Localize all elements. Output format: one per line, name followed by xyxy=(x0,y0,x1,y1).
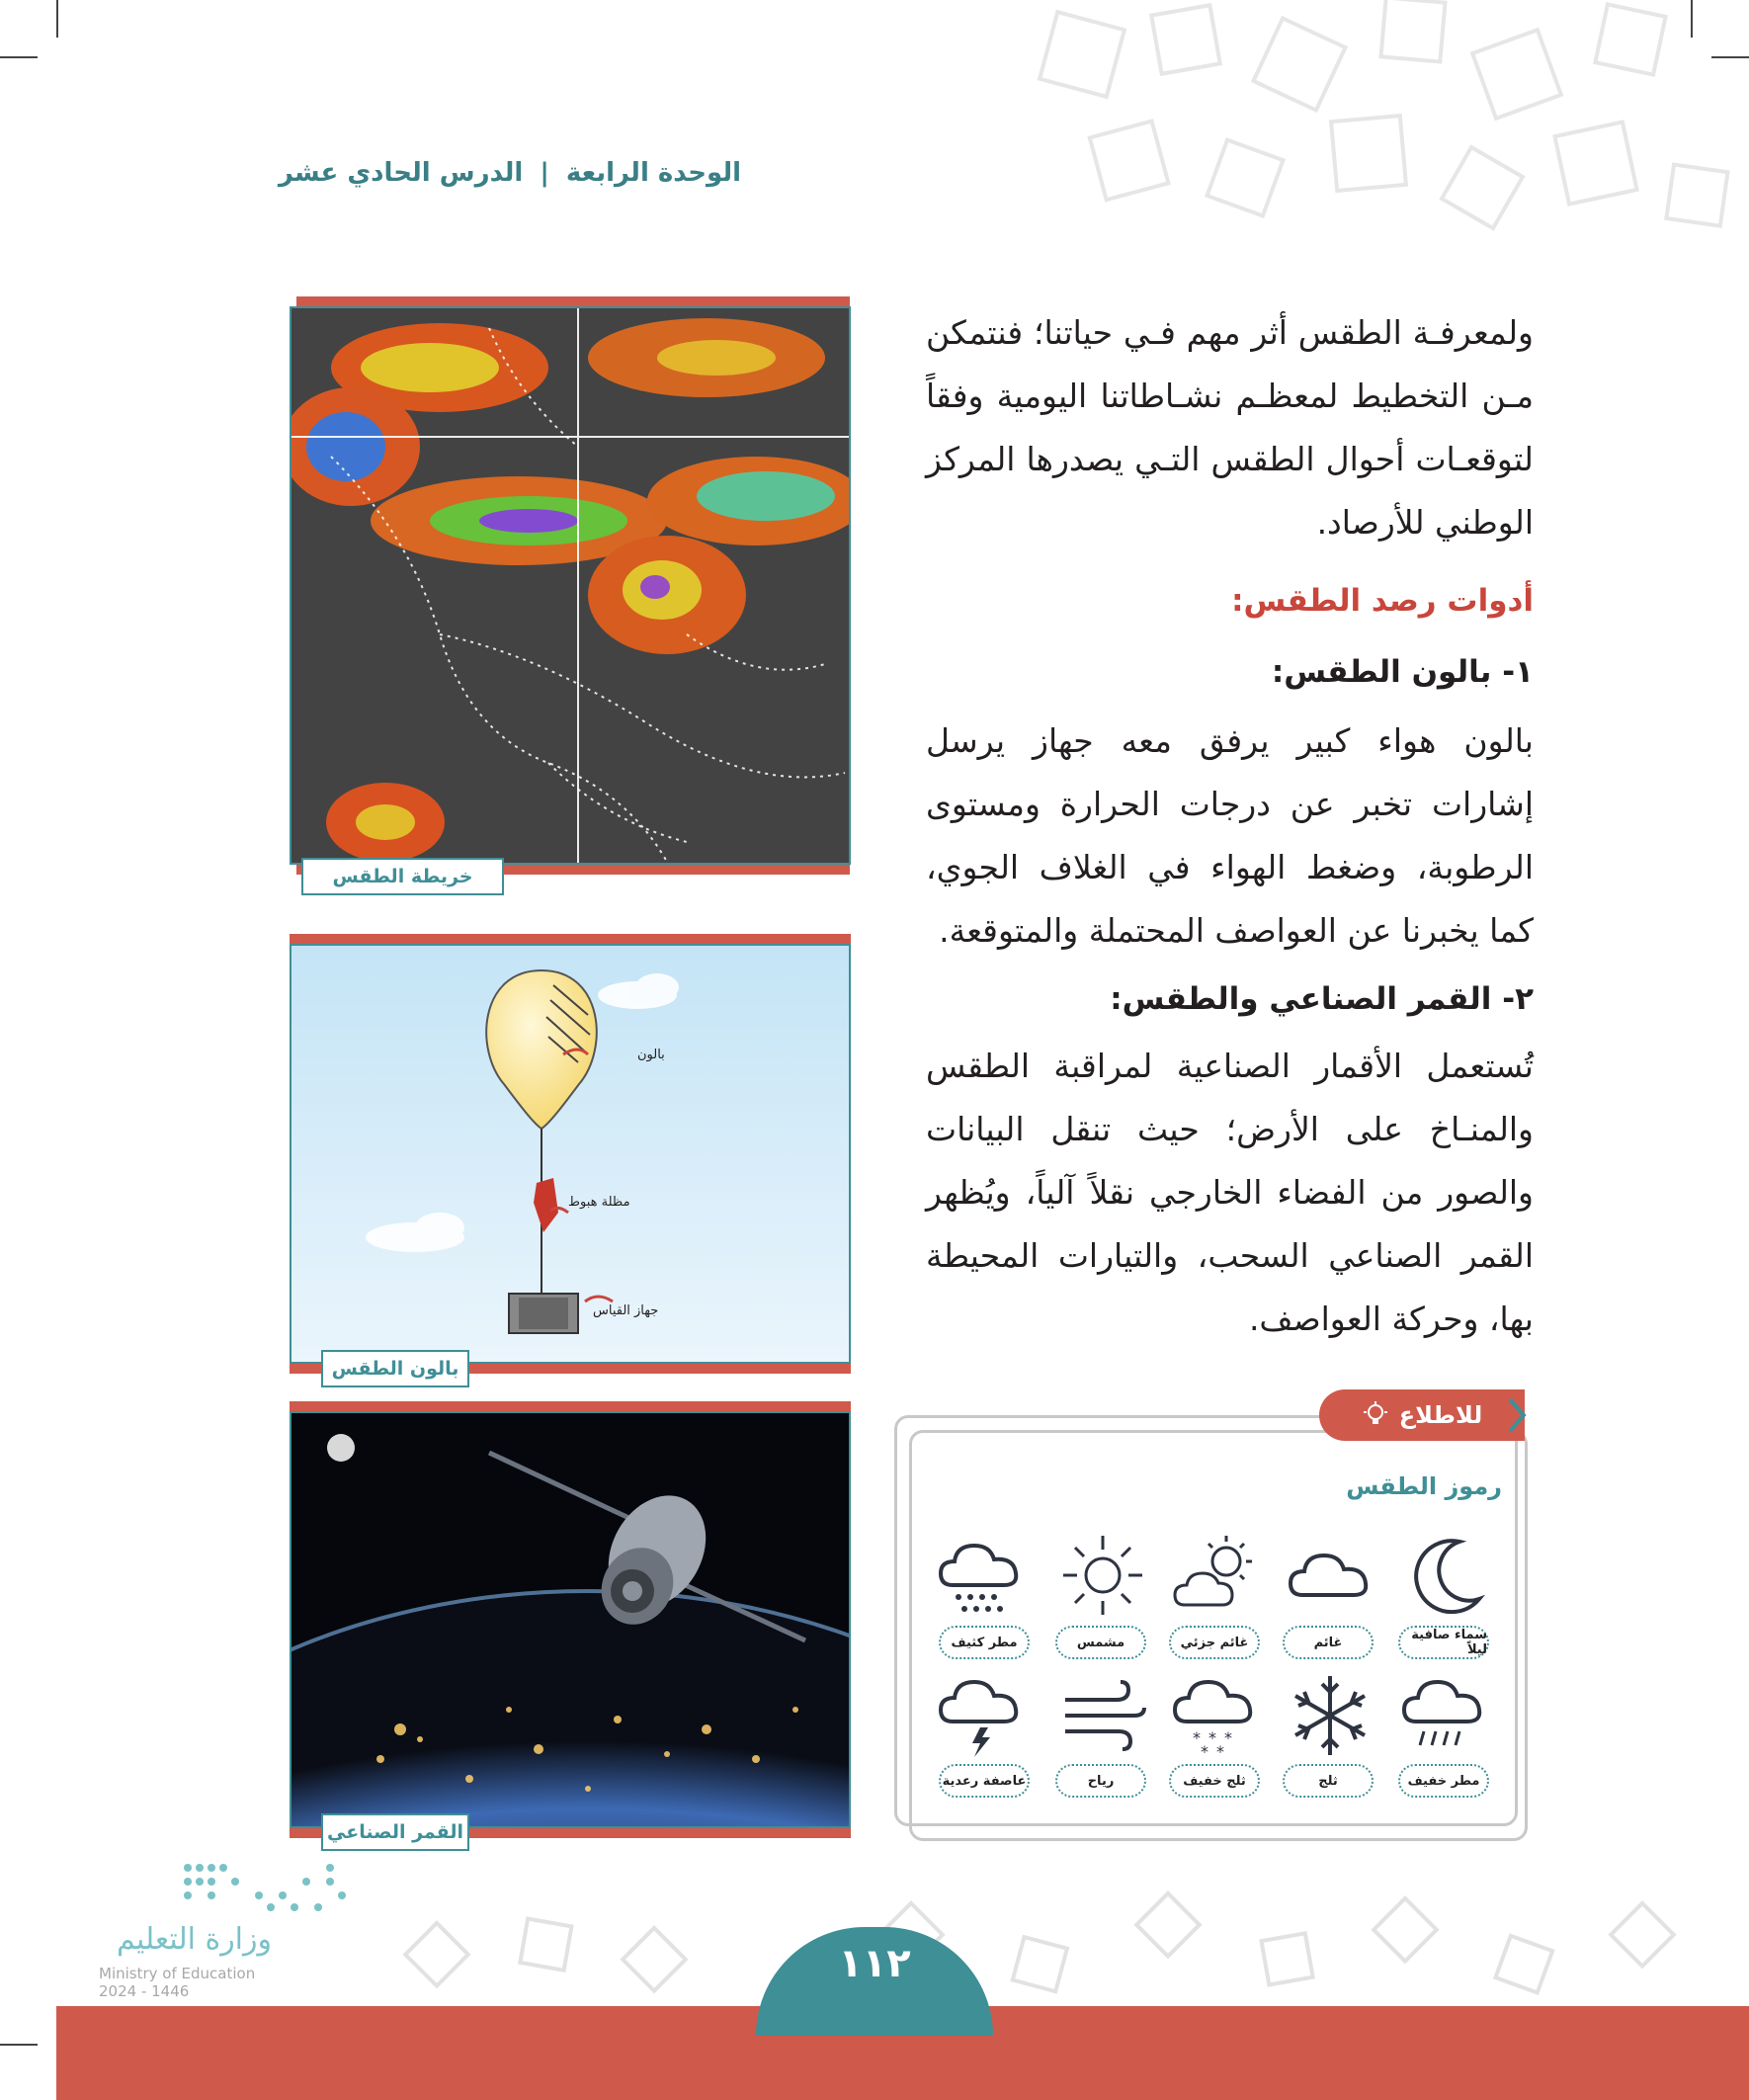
symbol-label: غائم xyxy=(1283,1626,1374,1659)
partly-cloudy-icon xyxy=(1171,1530,1262,1621)
intro-paragraph: ولمعرفـة الطقس أثر مهم فـي حياتنا؛ فنتمكن مـن التخطيط لمعظـم نشـاطاتنا اليومية وفقاً لتوقعـات أحوال الطقس التـي يصدرها المركز الوطني للأرصاد. xyxy=(926,313,1534,542)
balloon-caption: بالون الطقس xyxy=(321,1350,469,1387)
crop-mark xyxy=(0,2044,38,2046)
satellite-text: تُستعمل الأقمار الصناعية لمراقبة الطقس والمنـاخ على الأرض؛ حيث تنقل البيانات والصور من الفضاء الخارجي نقلاً آلياً، ويُظهر القمر الصناعي السحب، والتيارات المحيطة بها، وحركة العواصف. xyxy=(926,1047,1534,1338)
symbol-label: غائم جزئي xyxy=(1169,1626,1260,1659)
wind-icon xyxy=(1057,1670,1148,1761)
crop-mark xyxy=(0,56,38,58)
ministry-year: 2024 - 1446 xyxy=(99,1982,190,2000)
sun-icon xyxy=(1057,1530,1148,1621)
lightbulb-icon xyxy=(1362,1401,1389,1429)
figure-top-bar xyxy=(290,1401,851,1411)
heavy-rain-icon xyxy=(937,1530,1028,1621)
satellite-image xyxy=(290,1411,851,1828)
parachute-label: مظلة هبوط xyxy=(568,1195,630,1210)
light-rain-icon xyxy=(1400,1670,1491,1761)
tools-heading: أدوات رصد الطقس: xyxy=(1231,583,1534,619)
lesson-title: الدرس الحادي عشر xyxy=(278,158,524,188)
svg-text:*: * xyxy=(1216,1742,1224,1761)
symbol-label: مشمس xyxy=(1055,1626,1146,1659)
weather-balloon-graphic xyxy=(292,946,851,1364)
cloud-icon xyxy=(1285,1530,1375,1621)
weather-balloon-image xyxy=(290,944,851,1364)
figure-top-bar xyxy=(296,296,850,306)
satellite-caption: القمر الصناعي xyxy=(321,1813,469,1851)
balloon-label: بالون xyxy=(637,1048,665,1062)
svg-text:*: * xyxy=(1208,1728,1216,1747)
info-box-title: رموز الطقس xyxy=(1346,1472,1502,1500)
symbol-label: رياح xyxy=(1055,1764,1146,1798)
info-badge xyxy=(1319,1389,1525,1441)
svg-text:*: * xyxy=(1201,1742,1208,1761)
satellite-heading: ٢- القمر الصناعي والطقس: xyxy=(1110,981,1534,1017)
balloon-text: بالون هواء كبير يرفق معه جهاز يرسل إشارات تخبر عن درجات الحرارة ومستوى الرطوبة، وضغط الهواء في الغلاف الجوي، كما يخبرنا عن العواصف المحتملة والمتوقعة. xyxy=(926,721,1534,950)
moon-icon xyxy=(1400,1530,1491,1621)
ministry-name-arabic: وزارة التعليم xyxy=(116,1922,272,1957)
ministry-logo-dots xyxy=(178,1858,356,1917)
device-label: جهاز القياس xyxy=(593,1303,659,1318)
symbol-label: مطر كثيف xyxy=(939,1626,1030,1659)
svg-text:*: * xyxy=(1224,1728,1232,1747)
symbol-label: ثلج خفيف xyxy=(1169,1764,1260,1798)
balloon-heading: ١- بالون الطقس: xyxy=(1271,654,1534,690)
satellite-graphic xyxy=(292,1413,851,1828)
weather-map-caption: خريطة الطقس xyxy=(301,858,504,895)
symbol-label: عاصفة رعدية xyxy=(939,1764,1030,1798)
weather-map-image xyxy=(290,306,851,865)
light-snow-icon xyxy=(1171,1670,1262,1761)
badge-arrow-icon xyxy=(1502,1395,1532,1435)
symbol-label: ثلج xyxy=(1283,1764,1374,1798)
svg-text:*: * xyxy=(1193,1728,1201,1747)
info-badge-label: للاطلاع xyxy=(1398,1401,1483,1429)
bottom-decorative-pattern xyxy=(375,1883,1749,2011)
ministry-name-english: Ministry of Education xyxy=(99,1965,256,1982)
header-separator: | xyxy=(540,158,549,188)
thunderstorm-icon xyxy=(937,1670,1028,1761)
page-header xyxy=(278,158,741,188)
unit-title: الوحدة الرابعة xyxy=(565,158,741,188)
figure-top-bar xyxy=(290,934,851,944)
snowflake-icon xyxy=(1285,1670,1375,1761)
page-number: ١١٢ xyxy=(756,1927,993,2036)
symbol-label: مطر خفيف xyxy=(1398,1764,1489,1798)
symbol-label: سماء صافية ليلاً xyxy=(1398,1626,1489,1659)
crop-mark xyxy=(56,0,58,38)
weather-map-graphic xyxy=(292,308,851,865)
decorative-pattern xyxy=(1008,0,1749,257)
